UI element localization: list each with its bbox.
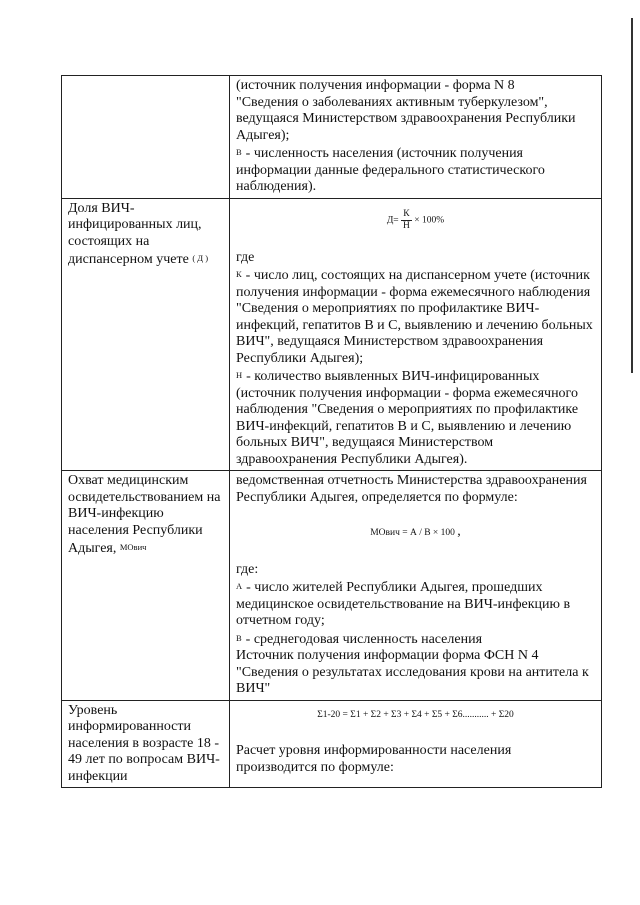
row3-description-cell <box>230 471 602 701</box>
table-row <box>62 76 602 199</box>
row4-label-cell <box>62 700 230 788</box>
b-text: - численность населения (источник получения информации данные федерального статистического наблюдения). <box>236 146 545 194</box>
a-symbol: А <box>236 581 243 591</box>
row2-k-definition <box>236 266 595 367</box>
row3-label-symbol: МОвич <box>119 542 147 552</box>
h-text: - количество выявленных ВИЧ-инфицированных (источник получения информации - форма ежемесячного наблюдения "Сведения о мероприятиях по профилактике ВИЧ-инфекций, гепатитов В и С, выявлению и лечению больных ВИЧ", ведущаяся Министерством здравоохранения Республики Адыгея). <box>236 369 579 467</box>
k-symbol: К <box>236 269 242 279</box>
row3-formula <box>236 524 595 542</box>
row4-formula: Σ1-20 = Σ1 + Σ2 + Σ3 + Σ4 + Σ5 + Σ6........... + Σ20 <box>317 709 514 720</box>
formula-fraction <box>401 209 412 232</box>
spacer <box>236 506 595 524</box>
row3-where: где: <box>236 561 259 577</box>
formula-comma: , <box>457 524 461 539</box>
row1-line: ведущаяся Министерством здравоохранения Республики <box>236 111 576 126</box>
row3-intro: ведомственная отчетность Министерства здравоохранения Республики Адыгея, определяется по формуле: <box>236 473 587 505</box>
row2-label-cell <box>62 198 230 471</box>
table-row <box>62 198 602 471</box>
row1-label-cell <box>62 76 230 199</box>
table-row <box>62 700 602 788</box>
row1-line: Адыгея); <box>236 127 290 143</box>
row2-label-symbol: ( Д ) <box>192 253 209 263</box>
formula-rhs: × 100% <box>414 215 445 226</box>
row3-source: Источник получения информации форма ФСН N 4 "Сведения о результатах исследования крови на антитела к ВИЧ" <box>236 648 589 696</box>
scan-edge-line <box>631 18 633 373</box>
b-symbol: В <box>236 632 242 643</box>
row2-description-cell <box>230 198 602 471</box>
row2-where: где <box>236 249 255 265</box>
row2-h-definition <box>236 367 595 468</box>
row2-formula <box>236 209 595 232</box>
row1-description-cell <box>230 76 602 199</box>
row2-label: Доля ВИЧ-инфицированных лиц, состоящих на диспансерном учете <box>68 200 202 267</box>
b-symbol: В <box>236 147 242 157</box>
h-symbol: Н <box>236 370 243 380</box>
formula-text: МОвич = А / В × 100 <box>370 528 455 538</box>
row1-b-definition <box>236 144 595 196</box>
row4-text: Расчет уровня информированности населения производится по формуле: <box>236 743 512 775</box>
row4-description-cell <box>230 700 602 788</box>
row1-line: (источник получения информации - форма N 8 <box>236 78 515 93</box>
row3-label-cell <box>62 471 230 701</box>
row1-line: "Сведения о заболеваниях активным туберкулезом", <box>236 94 548 110</box>
row3-b-definition <box>236 630 595 649</box>
row3-a-definition <box>236 578 595 630</box>
b-text: - среднегодовая численность населения <box>245 631 483 647</box>
formula-lhs: Д= <box>386 215 399 226</box>
formula-denominator: Н <box>403 220 410 231</box>
a-text: - число жителей Республики Адыгея, прошедших медицинское освидетельствование на ВИЧ-инфекцию в отчетном году; <box>236 580 571 628</box>
row3-label: Охват медицинским освидетельствованием на ВИЧ-инфекцию населения Республики Адыгея, <box>68 473 221 556</box>
indicator-table <box>61 75 602 788</box>
table-row <box>62 471 602 701</box>
row4-label: Уровень информированности населения в возрасте 18 - 49 лет по вопросам ВИЧ-инфекции <box>68 702 220 784</box>
formula-numerator: К <box>401 209 412 221</box>
k-text: - число лиц, состоящих на диспансерном учете (источник получения информации - форма ежемесячного наблюдения "Сведения о мероприятиях по профилактике ВИЧ-инфекций, гепатитов В и С, выявлению и лечению больных ВИЧ", ведущаяся Министерством здравоохранения Республики Адыгея); <box>236 268 593 366</box>
